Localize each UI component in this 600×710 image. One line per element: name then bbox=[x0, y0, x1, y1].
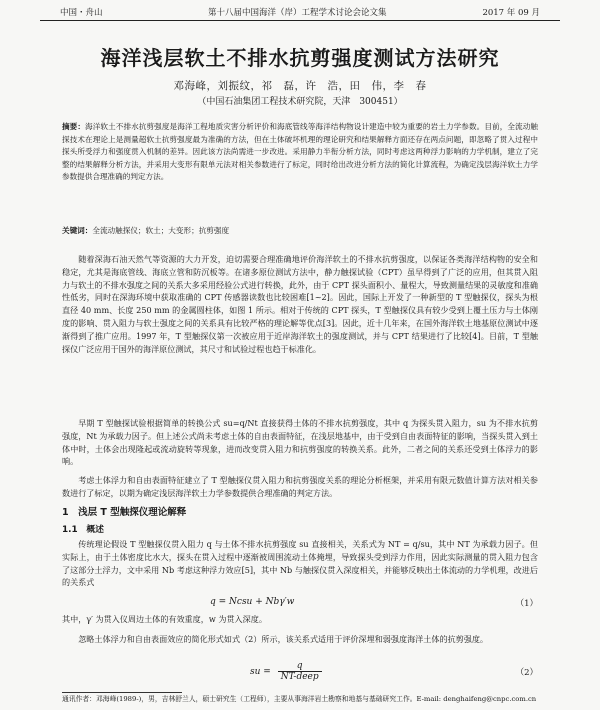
section-heading-1: 1 浅层 T 型触探仪理论解释 bbox=[62, 507, 187, 518]
equation-2-fraction bbox=[278, 661, 322, 682]
equation-2 bbox=[250, 661, 322, 682]
paper-affiliation: （中国石油集团工程技术研究院，天津 300451） bbox=[197, 97, 403, 107]
header-left: 中国・舟山 bbox=[60, 8, 103, 18]
keywords-text: 全流动触探仪；软土；大变形；抗剪强度 bbox=[92, 226, 230, 235]
header-rule bbox=[40, 20, 560, 21]
abstract-label: 摘要： bbox=[62, 122, 86, 131]
footnote-rule bbox=[62, 692, 182, 693]
body-paragraph-4: 传统理论假设 T 型触探仪贯入阻力 q 与土体不排水抗剪强度 su 直接相关，关系式为 NT = q/su，其中 NT 为承载力因子。但实际上，由于土体密度比水大，探头在贯入过程中逐渐被周围流动土体掩埋，导致探头受到浮力作用，因此实际测量的贯入阻力包含了这部分土浮力，文中采用 Nb 考虑这种浮力效应[5]，其中 Nb 与触探仪贯入深度相关，并能够反映出土体流动的力学机理，改进后的关系式 bbox=[62, 539, 538, 588]
equation-1-number: （1） bbox=[515, 599, 538, 609]
body-paragraph-5: 忽略土体浮力和自由表面效应的简化形式如式（2）所示，该关系式适用于评价深埋和弱强度海洋土体的抗剪强度。 bbox=[78, 634, 489, 644]
equation-2-number: （2） bbox=[515, 668, 538, 678]
equation-1: q = Ncsu + Nbγ′w bbox=[210, 597, 295, 607]
keywords-label: 关键词： bbox=[62, 226, 93, 235]
equation-2-denominator: NT-deep bbox=[280, 672, 319, 682]
keywords bbox=[62, 225, 538, 236]
footnote: 通讯作者：邓海峰(1989-)，男，吉林舒兰人，硕士研究生（工程师），主要从事海洋岩土勘察和地基与基础研究工作。E-mail: denghaifeng@cnpc.com.cn bbox=[62, 695, 537, 703]
paper-authors: 邓海峰，刘振纹，祁 磊，许 浩，田 伟，李 春 bbox=[173, 80, 427, 92]
equation-2-numerator: q bbox=[278, 661, 322, 672]
section-heading-1-1: 1.1 概述 bbox=[62, 525, 104, 535]
body-paragraph-2: 早期 T 型触探试验根据简单的转换公式 su=q/Nt 直接获得土体的不排水抗剪强度，其中 q 为探头贯入阻力，su 为不排水抗剪强度，Nt 为承载力因子。但上述公式尚未考虑土体的自由表面特征，在浅层地基中，由于受到自由表面特征的影响，当探头贯入到土体中时，土体会出现隆起或流动旋转等现象，进而改变贯入阻力和抗剪强度的转换关系。此外，二者之间的关系还受到土体浮力的影响。 bbox=[62, 418, 538, 467]
abstract-text: 海洋软土不排水抗剪强度是海洋工程地质灾害分析评价和海底管线等海洋结构物设计建造中较为重要的岩土力学参数。目前，全流动触探技术在理论上是测量超软土抗剪强度最为准确的方法，但在土体破坏机理的理论研究和结果解释方面还存在两点问题，即忽略了贯入过程中探头所受浮力和强度贯入机制的差异。因此该方法尚需进一步改进。采用静力半衔分析方法，同时考虑这两种浮力影响的力学机制，建立了完整的结果解释分析方法，并采用大变形有限单元法对相关参数进行了标定，同时给出改进分析方法的简化计算流程，为确定浅层海洋软土力学参数提供合理准确的判定方法。 bbox=[62, 122, 539, 182]
equation-1-where: 其中，γ′ 为贯入仪周边土体的有效重度，w 为贯入深度。 bbox=[62, 614, 267, 624]
header-right: 2017 年 09 月 bbox=[482, 8, 540, 18]
header-center: 第十八届中国海洋（岸）工程学术讨论会论文集 bbox=[208, 8, 387, 18]
equation-2-lhs: su = bbox=[250, 667, 271, 677]
paper-title: 海洋浅层软土不排水抗剪强度测试方法研究 bbox=[100, 46, 500, 70]
abstract bbox=[62, 121, 538, 184]
body-paragraph-3: 考虑土体浮力和自由表面特征建立了 T 型触探仪贯入阻力和抗剪强度关系的理论分析框架，并采用有限元数值计算方法对相关参数进行了标定，以期为确定浅层海洋软土力学参数提供合理准确的判定方法。 bbox=[62, 475, 538, 498]
body-paragraph-1: 随着深海石油天然气等资源的大力开发，迫切需要合理准确地评价海洋软土的不排水抗剪强度，以保证各类海洋结构物的安全和稳定，尤其是海底管线、海底立管和防沉板等。在诸多原位测试方法中，静力触探试验（CPT）虽早得到了广泛的应用，但其贯入阻力与软土的不排水强度之间的关系大多采用经验公式进行转换，此外，由于 CPT 探头面积小、量程大，导致测量结果的灵敏度和准确性低劣，同时在深海环境中获取准确的 CPT 传感器读数也比较困难[1~2]。因此，国际上开发了一种新型的 T 型触探仪，探头为根直径 40 mm、长度 250 mm 的金属圆柱体，如图 1 所示。相对于传统的 CPT 探头，T 型触探仪具有较少受到上覆土压力与土体刚度的影响、贯入阻力与软土强度之间的关系具有比较严格的理论解等优点[3]。因此，近十几年来，在国外海洋软土地基原位测试中逐渐得到了推广应用。1997 年，T 型触探仪第一次被应用于近岸海洋软土的强度测试，并与 CPT 结果进行了比较[4]。目前，T 型触探仪广泛应用于国外的海洋原位测试，其尺寸和试验过程也趋于标准化。 bbox=[62, 254, 538, 354]
running-header bbox=[40, 6, 560, 20]
